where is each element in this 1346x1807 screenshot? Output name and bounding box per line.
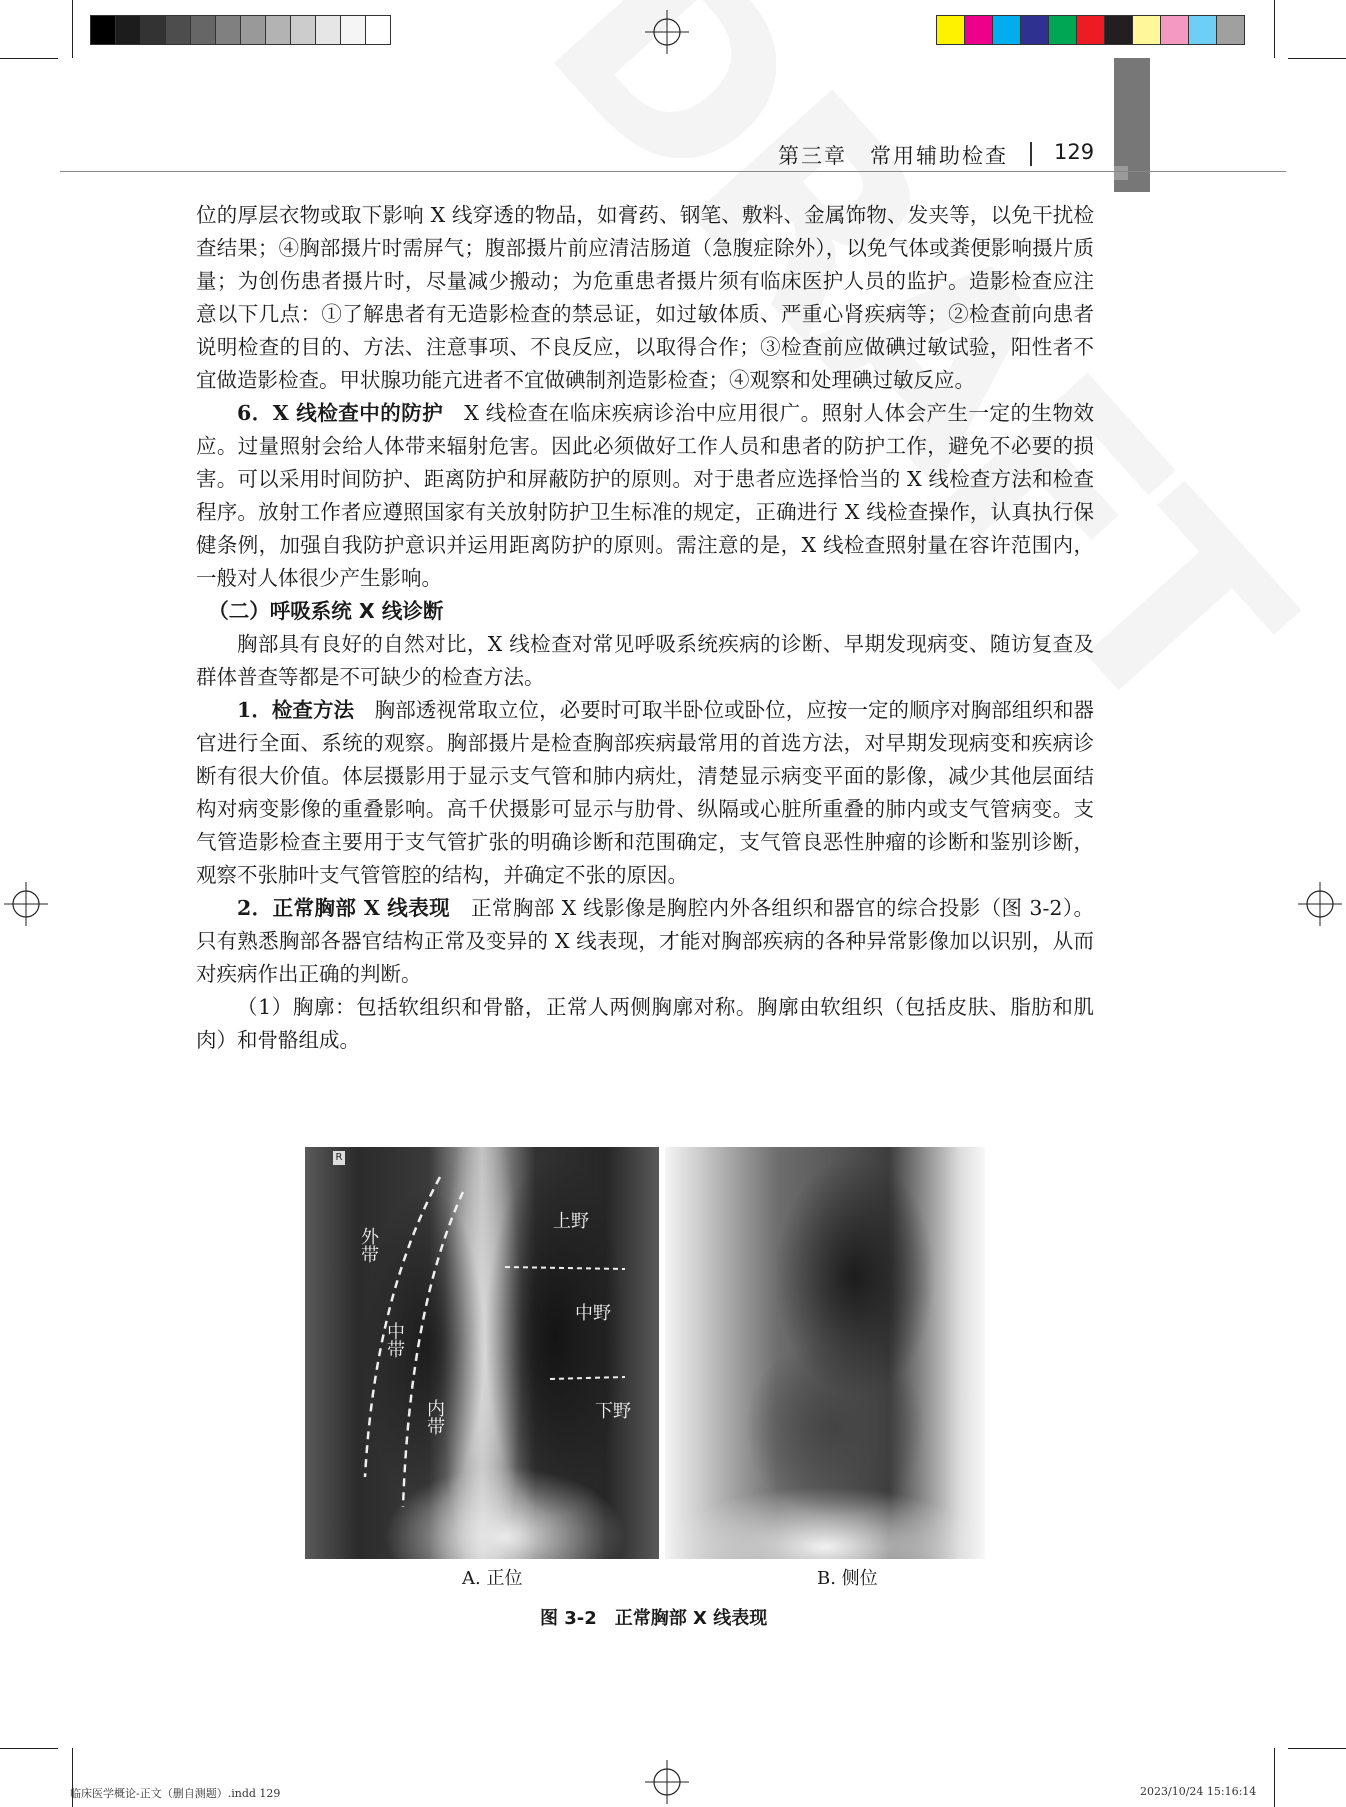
color-swatch: [936, 15, 965, 45]
gray-swatch: [165, 15, 191, 45]
crop-mark: [1274, 1748, 1275, 1807]
crop-mark: [0, 1748, 58, 1749]
gray-swatch: [215, 15, 241, 45]
gray-swatch: [240, 15, 266, 45]
gray-swatch: [140, 15, 166, 45]
crop-mark: [1288, 1748, 1346, 1749]
gray-swatch: [265, 15, 291, 45]
paragraph-text: 胸部透视常取立位，必要时可取半卧位或卧位，应按一定的顺序对胸部组织和器官进行全面、系统的观察。胸部摄片是检查胸部疾病最常用的首选方法，对早期发现病变和疾病诊断有很大价值。体层摄影用于显示支气管和肺内病灶，清楚显示病变平面的影像，减少其他层面结构对病变影像的重叠影响。高千伏摄影可显示与肋骨、纵隔或心脏所重叠的肺内或支气管病变。支气管造影检查主要用于支气管扩张的明确诊断和范围确定，支气管良恶性肿瘤的诊断和鉴别诊断，观察不张肺叶支气管管腔的结构，并确定不张的原因。: [196, 698, 1094, 887]
color-swatch: [1188, 15, 1217, 45]
color-swatch: [1076, 15, 1105, 45]
figure-subcaption-a: A. 正位: [462, 1568, 523, 1589]
crop-mark: [1274, 0, 1275, 58]
crop-mark: [72, 0, 73, 58]
gray-swatch: [190, 15, 216, 45]
paragraph: 位的厚层衣物或取下影响 X 线穿透的物品，如膏药、钢笔、敷料、金属饰物、发夹等，以免干扰检查结果；④胸部摄片时需屏气；腹部摄片前应清洁肠道（急腹症除外），以免气体或粪便影响摄片质量；为创伤患者摄片时，尽量减少搬动；为危重患者摄片须有临床医护人员的监护。造影检查应注意以下几点：①了解患者有无造影检查的禁忌证，如过敏体质、严重心肾疾病等；②检查前向患者说明检查的目的、方法、注意事项、不良反应，以取得合作；③检查前应做碘过敏试验，阳性者不宜做造影检查。甲状腺功能亢进者不宜做碘制剂造影检查；④观察和处理碘过敏反应。: [196, 203, 1094, 392]
header-rule: [60, 171, 1286, 172]
gray-swatch: [340, 15, 366, 45]
section-heading: （二）呼吸系统 X 线诊断: [208, 599, 444, 623]
paragraph: 胸部具有良好的自然对比，X 线检查对常见呼吸系统疾病的诊断、早期发现病变、随访复查及群体普查等都是不可缺少的检查方法。: [196, 632, 1094, 689]
body-text: [196, 199, 1094, 1057]
chapter-thumb-tab-mark: [1114, 166, 1128, 180]
registration-mark-icon: [645, 1760, 689, 1804]
side-marker: R: [333, 1151, 345, 1165]
paragraph-heading: 1．检查方法: [237, 698, 355, 722]
chapter-title: 第三章 常用辅助检查: [778, 144, 1008, 168]
paragraph: （1）胸廓：包括软组织和骨骼，正常人两侧胸廓对称。胸廓由软组织（包括皮肤、脂肪和肌肉）和骨骼组成。: [196, 995, 1094, 1052]
zone-dividers: [305, 1147, 659, 1559]
paragraph: [196, 397, 1094, 595]
label-upper-field: 上野: [553, 1211, 589, 1232]
gray-swatch: [365, 15, 391, 45]
gray-swatch: [115, 15, 141, 45]
footer-file-slug: 临床医学概论-正文（删自测题）.indd 129: [70, 1787, 281, 1800]
crop-mark: [1288, 58, 1346, 59]
figure-subcaption-b: B. 侧位: [817, 1568, 878, 1589]
footer-timestamp: 2023/10/24 15:16:14: [1140, 1785, 1257, 1798]
xray-frontal-image: [305, 1147, 659, 1559]
color-swatch: [1020, 15, 1049, 45]
xray-lateral-image: [665, 1147, 985, 1559]
color-swatch: [964, 15, 993, 45]
gray-swatch: [315, 15, 341, 45]
crop-mark: [0, 58, 58, 59]
color-swatch: [1048, 15, 1077, 45]
figure-title: 图 3-2 正常胸部 X 线表现: [540, 1608, 768, 1629]
color-swatch: [1104, 15, 1133, 45]
color-swatch: [1160, 15, 1189, 45]
registration-mark-icon: [4, 882, 48, 926]
label-middle-band: 中带: [384, 1322, 405, 1358]
paragraph-text: 正常胸部 X 线影像是胸腔内外各组织和器官的综合投影（图 3-2）。只有熟悉胸部各器官结构正常及变异的 X 线表现，才能对胸部疾病的各种异常影像加以识别，从而对疾病作出正确的判断。: [196, 896, 1095, 986]
gray-swatch: [90, 15, 116, 45]
gray-swatch: [290, 15, 316, 45]
header-separator: [1030, 142, 1032, 166]
color-swatch: [1216, 15, 1245, 45]
registration-mark-icon: [645, 10, 689, 54]
page-number: 129: [1054, 140, 1095, 164]
label-middle-field: 中野: [575, 1303, 611, 1324]
paragraph-heading: 2．正常胸部 X 线表现: [237, 896, 451, 920]
color-swatch: [992, 15, 1021, 45]
paragraph-text: X 线检查在临床疾病诊治中应用很广。照射人体会产生一定的生物效应。过量照射会给人体带来辐射危害。因此必须做好工作人员和患者的防护工作，避免不必要的损害。可以采用时间防护、距离防护和屏蔽防护的原则。对于患者应选择恰当的 X 线检查方法和检查程序。放射工作者应遵照国家有关放射防护卫生标准的规定，正确进行 X 线检查操作，认真执行保健条例，加强自我防护意识并运用距离防护的原则。需注意的是，X 线检查照射量在容许范围内，一般对人体很少产生影响。: [196, 401, 1094, 590]
paragraph: [196, 694, 1094, 892]
paragraph-heading: 6．X 线检查中的防护: [237, 401, 444, 425]
label-inner-band: 内带: [424, 1399, 445, 1435]
figure-3-2: [305, 1147, 985, 1559]
label-outer-band: 外带: [358, 1227, 379, 1263]
paragraph: [196, 892, 1094, 991]
registration-mark-icon: [1298, 882, 1342, 926]
color-swatch: [1132, 15, 1161, 45]
label-lower-field: 下野: [595, 1401, 631, 1422]
